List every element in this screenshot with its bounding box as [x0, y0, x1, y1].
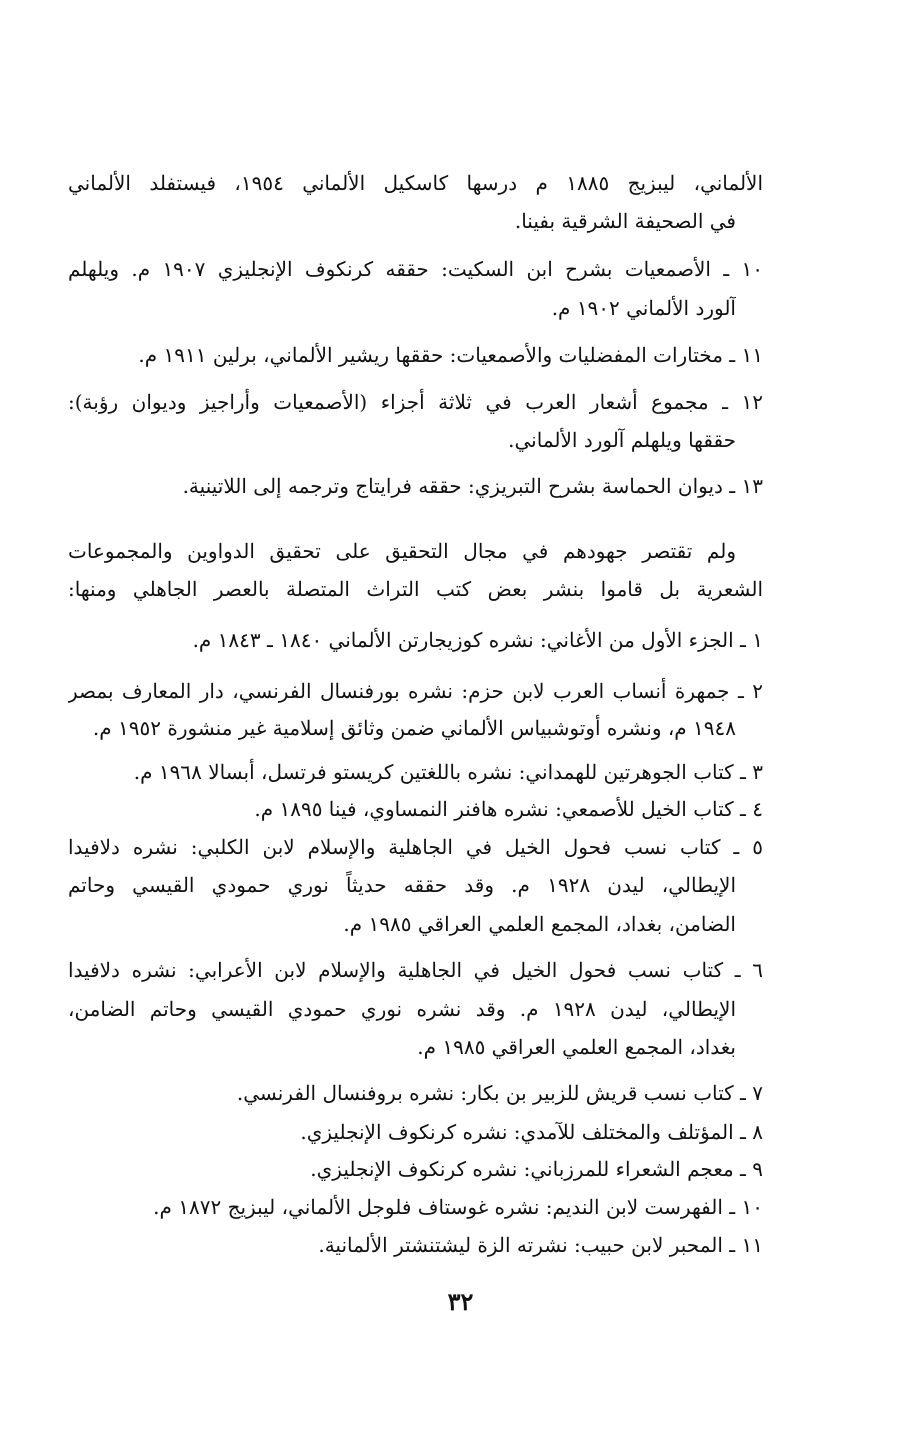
list-item-first-line: ١٢ ـ مجموع أشعار العرب في ثلاثة أجزاء (الأصمعيات وأراجيز وديوان رؤبة): [68, 390, 763, 414]
list-item-first-line: ٥ ـ كتاب نسب فحول الخيل في الجاهلية والإسلام لابن الكلبي: نشره دلافيدا [68, 835, 763, 859]
list-item-continuation-line: الإيطالي، ليدن ١٩٢٨ م. وقد نشره نوري حمودي القيسي وحاتم الضامن، [68, 997, 736, 1021]
list-item-first-line: ٩ ـ معجم الشعراء للمرزباني: نشره كرنكوف الإنجليزي. [310, 1157, 763, 1181]
list-item-first-line: ١٠ ـ الفهرست لابن النديم: نشره غوستاف فلوجل الألماني، ليبزيج ١٨٧٢ م. [153, 1195, 763, 1219]
list-item-first-line: ١٠ ـ الأصمعيات بشرح ابن السكيت: حققه كرنكوف الإنجليزي ١٩٠٧ م. ويلهلم [68, 257, 763, 281]
list-item-first-line: ١١ ـ المحبر لابن حبيب: نشرته الزة ليشتنشتر الألمانية. [318, 1233, 763, 1257]
list-item-first-line: ٧ ـ كتاب نسب قريش للزبير بن بكار: نشره بروفنسال الفرنسي. [236, 1081, 763, 1105]
continuation-line: في الصحيفة الشرقية بفينا. [514, 209, 736, 233]
list-item-first-line: ١ ـ الجزء الأول من الأغاني: نشره كوزيجارتن الألماني ١٨٤٠ ـ ١٨٤٣ م. [192, 628, 763, 652]
list-item-first-line: ١١ ـ مختارات المفضليات والأصمعيات: حققها ريشير الألماني، برلين ١٩١١ م. [138, 343, 763, 367]
list-item-first-line: ٢ ـ جمهرة أنساب العرب لابن حزم: نشره بورفنسال الفرنسي، دار المعارف بمصر [68, 679, 763, 703]
paragraph-line: الشعرية بل قاموا بنشر بعض كتب التراث المتصلة بالعصر الجاهلي ومنها: [68, 577, 763, 601]
list-item-first-line: ٤ ـ كتاب الخيل للأصمعي: نشره هافنر النمساوي، فينا ١٨٩٥ م. [254, 797, 763, 821]
list-item-first-line: ٦ ـ كتاب نسب فحول الخيل في الجاهلية والإسلام لابن الأعرابي: نشره دلافيدا [68, 958, 763, 982]
list-item-first-line: ٣ ـ كتاب الجوهرتين للهمداني: نشره باللغتين كريستو فرتسل، أبسالا ١٩٦٨ م. [133, 760, 763, 784]
list-item-first-line: ١٣ ـ ديوان الحماسة بشرح التبريزي: حققه فرايتاج وترجمه إلى اللاتينية. [182, 474, 763, 498]
list-item-continuation-line: حققها ويلهلم آلورد الألماني. [508, 428, 736, 452]
continuation-line: الألماني، ليبزيج ١٨٨٥ م درسها كاسكيل الألماني ١٩٥٤، فيستفلد الألماني [68, 171, 763, 195]
list-item-continuation-line: آلورد الألماني ١٩٠٢ م. [551, 296, 736, 320]
list-item-continuation-line: الإيطالي، ليدن ١٩٢٨ م. وقد حققه حديثاً نوري حمودي القيسي وحاتم [68, 873, 736, 897]
list-item-first-line: ٨ ـ المؤتلف والمختلف للآمدي: نشره كرنكوف الإنجليزي. [300, 1120, 763, 1144]
list-item-continuation-line: ١٩٤٨ م، ونشره أوتوشبياس الألماني ضمن وثائق إسلامية غير منشورة ١٩٥٢ م. [92, 716, 736, 740]
page-number: ٣٢ [447, 1287, 474, 1316]
list-item-continuation-line: بغداد، المجمع العلمي العراقي ١٩٨٥ م. [417, 1035, 736, 1059]
paragraph-line: ولم تقتصر جهودهم في مجال التحقيق على تحقيق الدواوين والمجموعات [68, 539, 736, 563]
list-item-continuation-line: الضامن، بغداد، المجمع العلمي العراقي ١٩٨٥ م. [343, 912, 736, 936]
